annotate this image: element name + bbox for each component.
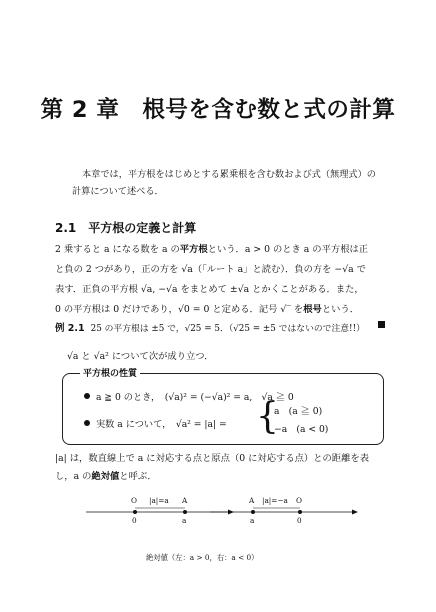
right-origin-label: O: [296, 496, 302, 505]
right-a-value-label: a: [250, 516, 255, 525]
property-box-title: 平方根の性質: [80, 366, 140, 379]
left-a-value-label: a: [182, 516, 187, 525]
figure-caption: 絶対値（左：a > 0，右：a < 0）: [146, 553, 259, 562]
intro-line-1: 本章では，平方根をはじめとする累乗根を含む数および式（無理式）の: [82, 169, 376, 180]
term-square-root: 平方根: [179, 244, 208, 255]
case-positive: a (a ≧ 0): [274, 406, 323, 417]
term-radical-sign: 根号: [303, 304, 322, 315]
section-title: 平方根の定義と計算: [88, 221, 197, 235]
left-brace: {: [256, 396, 279, 437]
absolute-line-1: |a| は，数直線上で a に対応する点と原点（0 に対応する点）との距離を表: [55, 453, 369, 464]
definition-line-3: 表す．正負の平方根 √a, −√a をまとめて ±√a とかくことがある．また，: [55, 284, 364, 295]
example-label: 例 2.1: [55, 323, 85, 334]
term-absolute-value: 絶対値: [91, 471, 120, 482]
definition-line-1: 2 乗すると a になる数を a の平方根という．a > 0 のとき a の平方根は正: [55, 244, 369, 255]
left-distance-label: |a|=a: [149, 496, 169, 505]
example-text: 25 の平方根は ±5 で，√25 = 5．（√25 = ±5 ではないので注意!!）: [90, 324, 365, 334]
absolute-line-2: し，a の絶対値と呼ぶ．: [55, 471, 157, 482]
intro-line-2: 計算について述べる．: [72, 186, 164, 197]
number-line-left: [86, 508, 234, 515]
left-point-a-label: A: [182, 496, 188, 505]
right-point-a-label: A: [249, 496, 255, 505]
right-distance-label: |a|=−a: [262, 496, 288, 505]
definition-line-4: 0 の平方根は 0 だけであり，√0 = 0 と定める．記号 √‾ を根号という．: [55, 304, 360, 315]
definition-line-2: と負の 2 つがあり，正の方を √a（「ルート a」と読む）．負の方を −√a で: [55, 264, 366, 275]
case-negative: −a (a < 0): [274, 424, 329, 435]
section-number: 2.1: [55, 221, 77, 235]
left-zero-label: 0: [132, 516, 137, 525]
property-statement: √a と √a² について次が成り立つ．: [67, 351, 214, 362]
right-zero-label: 0: [297, 516, 302, 525]
left-origin-label: O: [131, 496, 137, 505]
property-item-2: 実数 a について， √a² = |a| =: [84, 416, 227, 430]
property-item-1: a ≧ 0 のとき， (√a)² = (−√a)² = a, √a ≧ 0: [84, 389, 294, 403]
chapter-title: 第 2 章 根号を含む数と式の計算: [40, 97, 396, 123]
